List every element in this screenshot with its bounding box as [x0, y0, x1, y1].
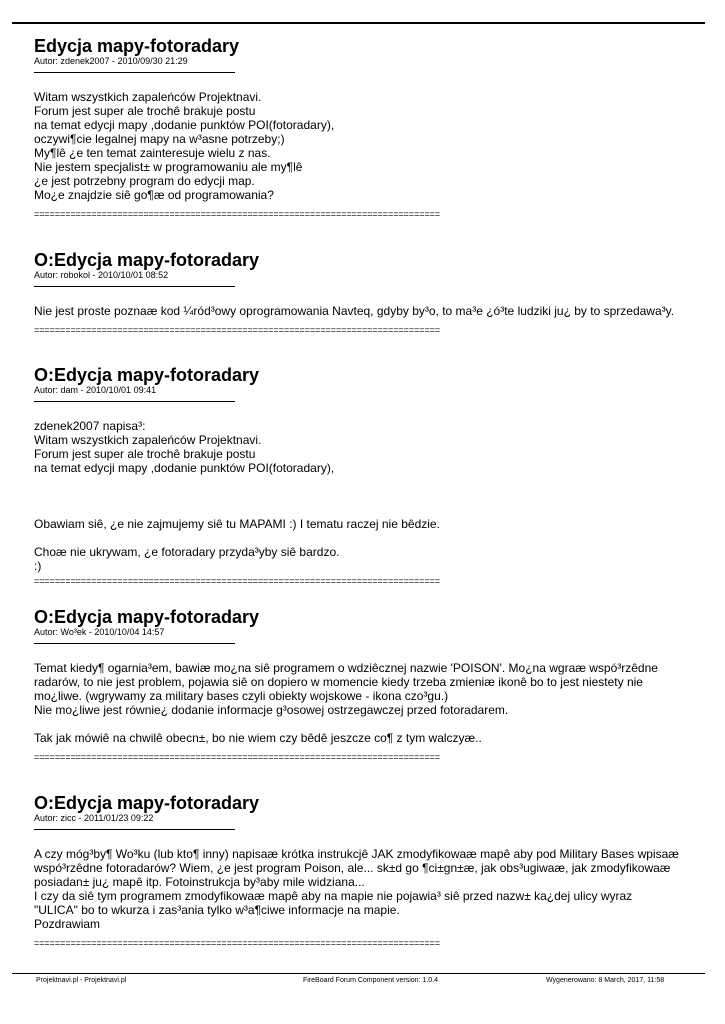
forum-post [34, 251, 704, 335]
post-line: Forum jest super ale trochê brakuje postu [34, 447, 256, 461]
post-line: Mo¿e znajdzie siê go¶æ od programowania? [34, 188, 274, 202]
meta-divider [34, 643, 235, 644]
post-separator: ============================================================================== [34, 576, 441, 586]
footer-site-name: Projektnavi.pl - Projektnavi.pl [36, 977, 127, 984]
post-line: :) [34, 559, 42, 573]
post-title: O:Edycja mapy-fotoradary [34, 365, 260, 385]
post-line: My¶lê ¿e ten temat zainteresuje wielu z nas. [34, 146, 271, 160]
post-title: Edycja mapy-fotoradary [34, 36, 240, 56]
post-line: Witam wszystkich zapaleńców Projektnavi. [34, 433, 262, 447]
post-line: Choæ nie ukrywam, ¿e fotoradary przyda³yby siê bardzo. [34, 545, 340, 559]
post-line [34, 475, 704, 489]
post-meta: Autor: zdenek2007 - 2010/09/30 21:29 [34, 56, 188, 66]
forum-post [34, 37, 704, 219]
post-meta: Autor: robokol - 2010/10/01 08:52 [34, 270, 169, 280]
forum-post [34, 608, 704, 762]
post-meta: Autor: Wo³ek - 2010/10/04 14:57 [34, 627, 165, 637]
post-line: wspó³rzêdne fotoradarów? Wiem, ¿e jest program Poison, ale... sk±d go ¶ci±gn±æ, jak obs³ugiwaæ, jak zmodyfikowaæ [34, 861, 671, 875]
post-line: mo¿liwe. (wgrywamy za military bases czyli obiekty wojskowe - ikona czo³gu.) [34, 689, 449, 703]
post-separator: ============================================================================== [34, 752, 441, 762]
post-line: Temat kiedy¶ ogarnia³em, bawiæ mo¿na siê programem o wdziêcznej nazwie 'POISON'. Mo¿na wgraæ wspó³rzêdne [34, 661, 658, 675]
post-title: O:Edycja mapy-fotoradary [34, 250, 260, 270]
post-separator: ============================================================================== [34, 938, 441, 948]
page-top-rule [12, 22, 705, 24]
post-line: oczywi¶cie legalnej mapy na w³asne potrzeby;) [34, 132, 285, 146]
post-line: Pozdrawiam [34, 917, 101, 931]
forum-post [34, 794, 704, 948]
post-line: A czy móg³by¶ Wo³ku (lub kto¶ inny) napisaæ krótka instrukcjê JAK zmodyfikowaæ mapê aby pod Military Bases wpisaæ [34, 847, 679, 861]
post-body [34, 304, 704, 318]
post-line: Tak jak mówiê na chwilê obecn±, bo nie wiem czy bêdê jeszcze co¶ z tym walczyæ.. [34, 731, 482, 745]
footer-rule [12, 973, 705, 974]
post-line: zdenek2007 napisa³: [34, 419, 146, 433]
post-line: Witam wszystkich zapaleńców Projektnavi. [34, 90, 262, 104]
post-title: O:Edycja mapy-fotoradary [34, 793, 260, 813]
post-line: radarów, to nie jest problem, pojawia siê on dopiero w momencie kiedy trzeba zmieniæ ikonê bo to jest niestety nie [34, 675, 643, 689]
post-line: Nie mo¿liwe jest równie¿ dodanie informacje g³osowej ostrzegawczej przed fotoradarem. [34, 703, 509, 717]
meta-divider [34, 286, 235, 287]
post-line: Obawiam siê, ¿e nie zajmujemy siê tu MAPAMI :) I tematu raczej nie bêdzie. [34, 517, 440, 531]
post-line: Nie jest proste poznaæ kod ¼ród³owy oprogramowania Navteq, gdyby by³o, to ma³e ¿ó³te ludziki ju¿ by to sprzedawa³y. [34, 304, 675, 318]
meta-divider [34, 401, 235, 402]
post-meta: Autor: zicc - 2011/01/23 09:22 [34, 813, 154, 823]
forum-post [34, 366, 704, 586]
meta-divider [34, 72, 235, 73]
post-meta: Autor: dam - 2010/10/01 09:41 [34, 385, 157, 395]
post-line [34, 717, 704, 731]
footer-generated-date: Wygenerowano: 8 March, 2017, 11:58 [546, 977, 665, 984]
post-body [34, 847, 704, 931]
post-line [34, 531, 704, 545]
post-body [34, 661, 704, 745]
post-line: posiadan± ju¿ mapê itp. Fotoinstrukcja by³aby mile widziana... [34, 875, 365, 889]
post-line: na temat edycji mapy ,dodanie punktów POI(fotoradary), [34, 118, 335, 132]
post-title: O:Edycja mapy-fotoradary [34, 607, 260, 627]
post-separator: ============================================================================== [34, 209, 441, 219]
post-line [34, 489, 704, 503]
post-body [34, 419, 704, 573]
post-line: I czy da siê tym programem zmodyfikowaæ mapê aby na mapie nie pojawia³ siê przed nazw± ka¿dej ulicy wyraz [34, 889, 633, 903]
post-line: na temat edycji mapy ,dodanie punktów POI(fotoradary), [34, 461, 335, 475]
footer-component-version: FireBoard Forum Component version: 1.0.4 [303, 977, 439, 984]
post-separator: ============================================================================== [34, 325, 441, 335]
post-line: Nie jestem specjalist± w programowaniu ale my¶lê [34, 160, 303, 174]
post-line: "ULICA" bo to wkurza i zas³ania tylko w³a¶ciwe informacje na mapie. [34, 903, 400, 917]
post-body [34, 90, 704, 202]
post-line [34, 503, 704, 517]
post-line: Forum jest super ale trochê brakuje postu [34, 104, 256, 118]
meta-divider [34, 829, 235, 830]
post-line: ¿e jest potrzebny program do edycji map. [34, 174, 255, 188]
